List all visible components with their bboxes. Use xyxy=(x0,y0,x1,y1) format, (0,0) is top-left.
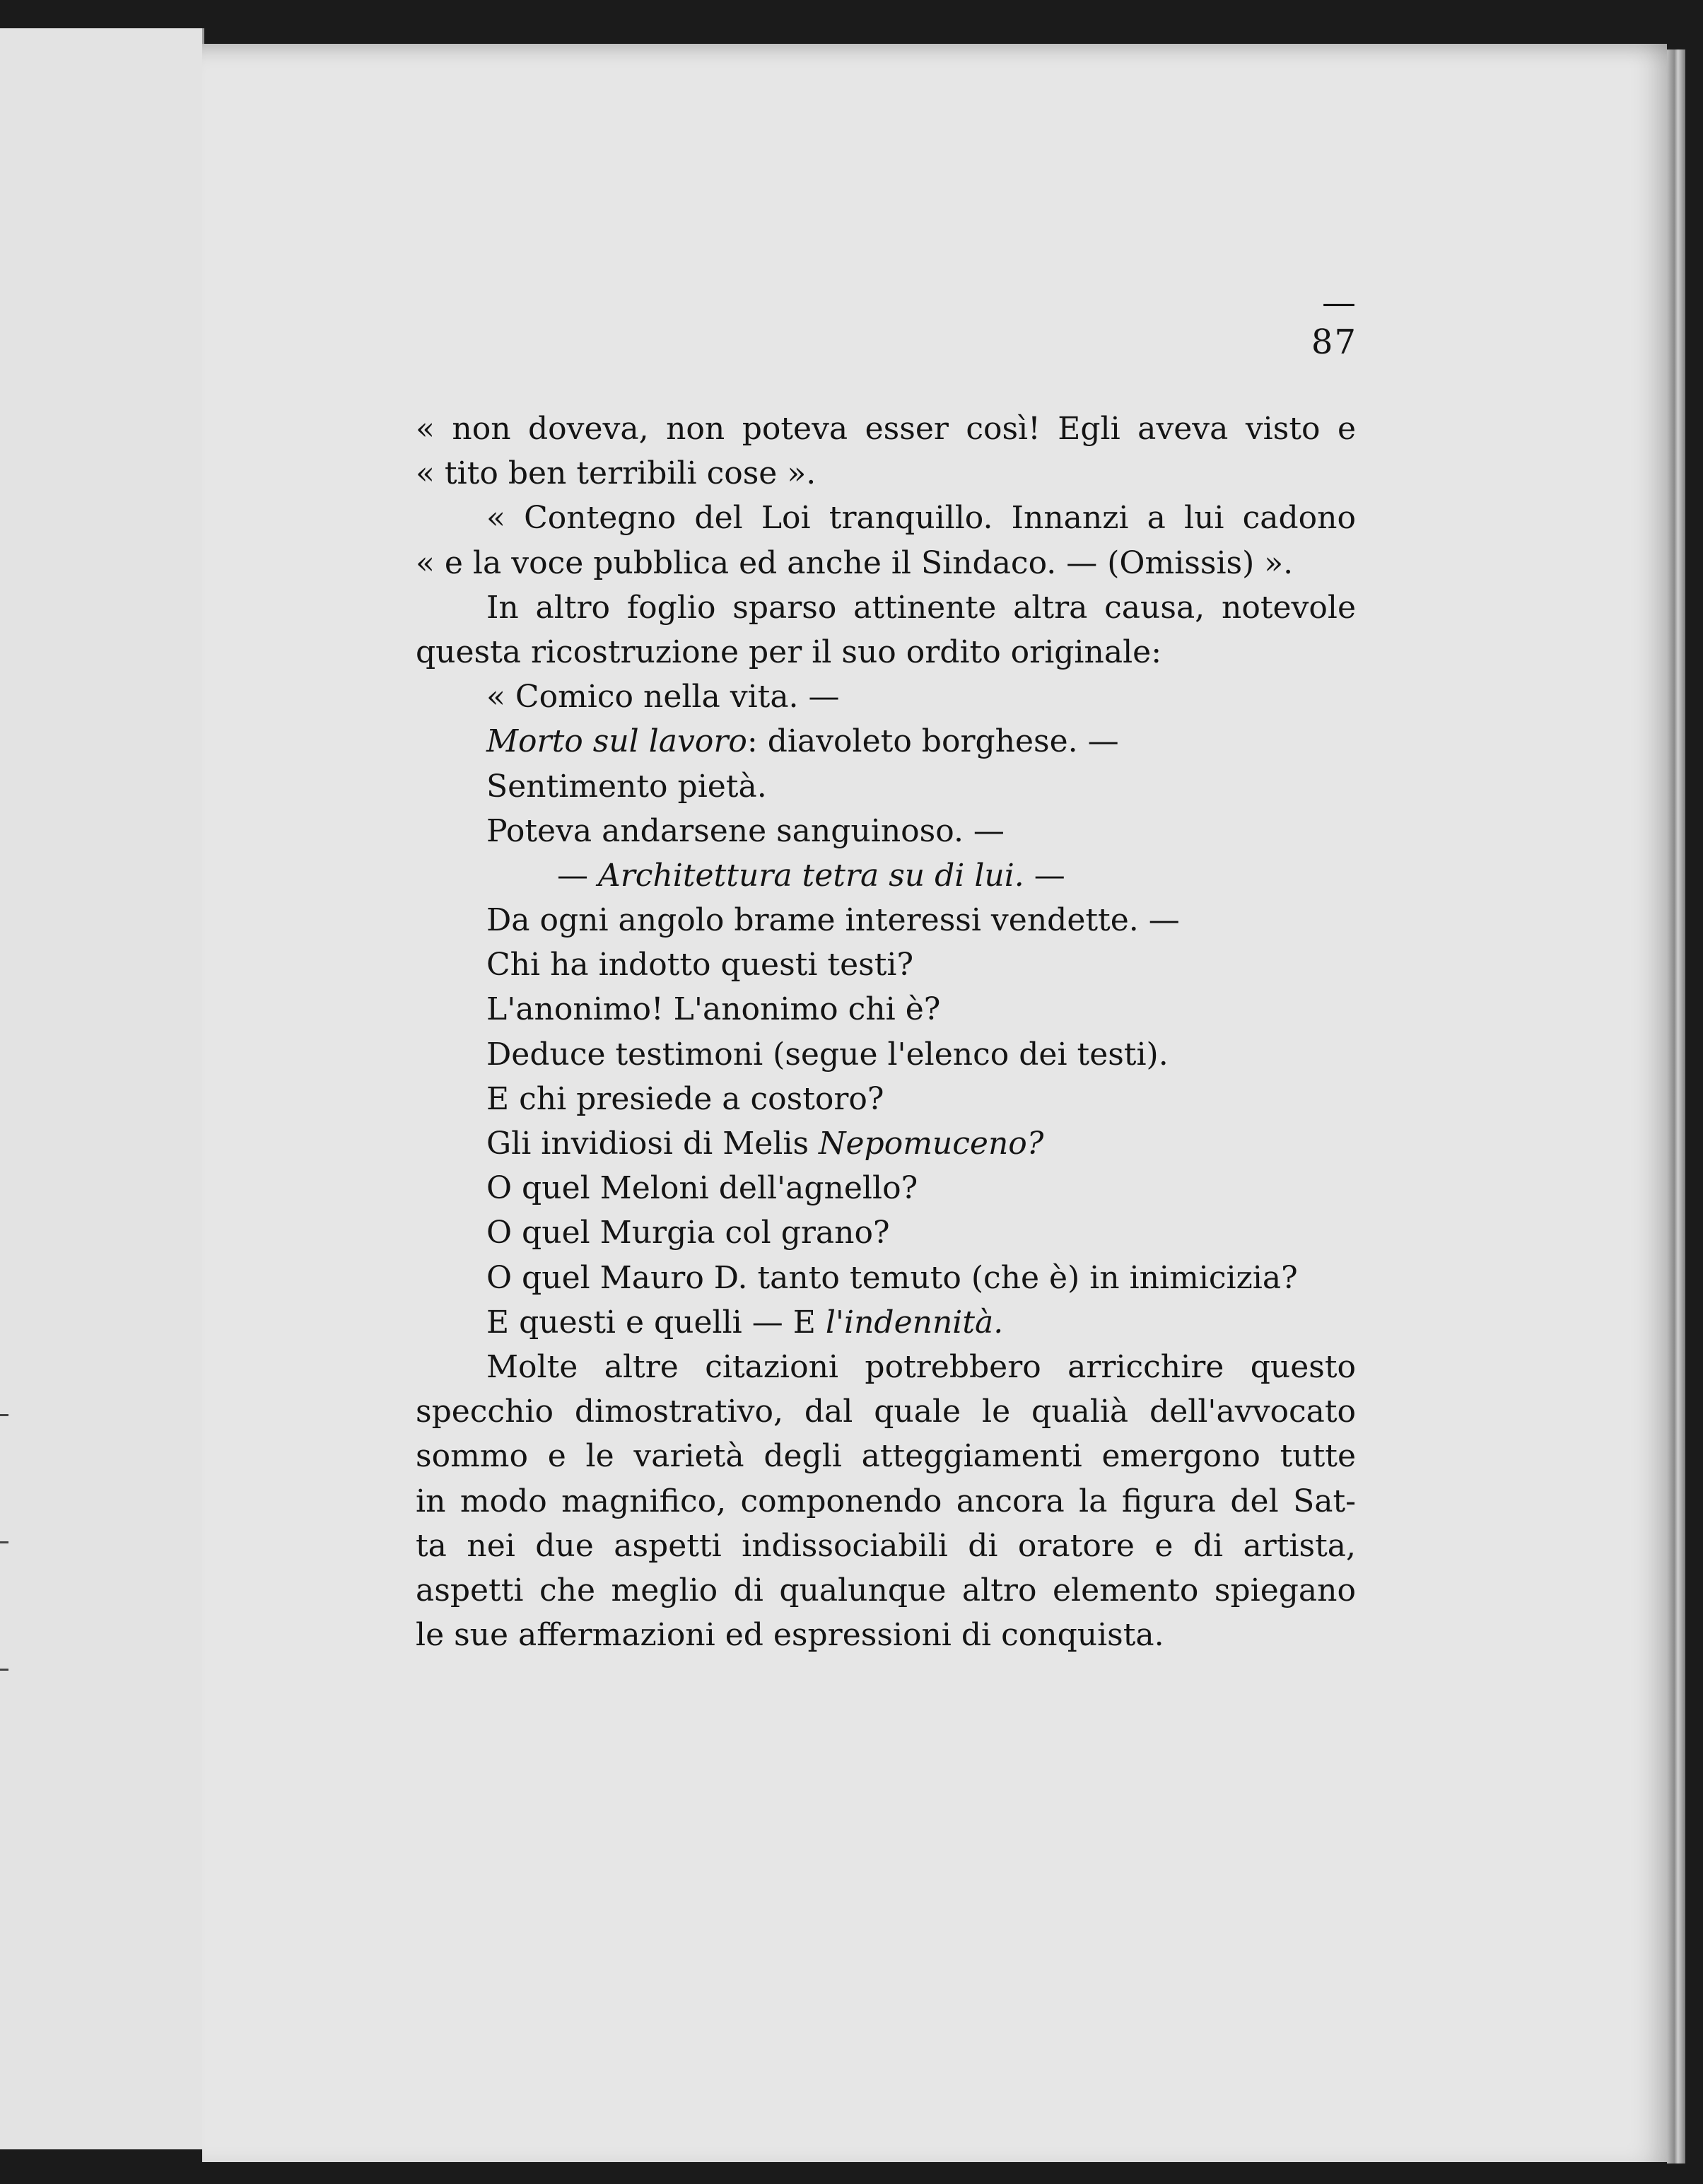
text-line: specchio dimostrativo, dal quale le qualià dell'avvocato xyxy=(416,1394,1356,1430)
text-line: « e la voce pubblica ed anche il Sindaco. — (Omissis) ». xyxy=(416,544,1294,581)
text-line: ta nei due aspetti indissociabili di oratore e di artista, xyxy=(416,1527,1356,1564)
text-span: E questi e quelli — E xyxy=(486,1304,826,1341)
italic-text: Morto sul lavoro xyxy=(486,723,747,760)
text-line: O quel Murgia col grano? xyxy=(486,1215,890,1251)
page-mark xyxy=(0,1414,8,1416)
facing-page-edge xyxy=(0,28,204,2149)
text-line: O quel Meloni dell'agnello? xyxy=(486,1170,918,1207)
text-line: Chi ha indotto questi testi? xyxy=(486,947,914,983)
text-line: « tito ben terribili cose ». xyxy=(416,455,817,492)
text-line: « Comico nella vita. — xyxy=(486,679,840,716)
text-line: in modo magnifico, componendo ancora la figura del Sat- xyxy=(416,1483,1356,1519)
text-line: Deduce testimoni (segue l'elenco dei testi). xyxy=(486,1036,1169,1073)
page-text xyxy=(416,407,1356,1657)
text-line: aspetti che meglio di qualunque altro elemento spiegano xyxy=(416,1572,1356,1608)
text-line: le sue affermazioni ed espressioni di conquista. xyxy=(416,1617,1164,1654)
page-stack-edge xyxy=(1667,49,1685,2163)
text-line: Molte altre citazioni potrebbero arricchire questo xyxy=(486,1348,1356,1385)
text-line: In altro foglio sparso attinente altra causa, notevole xyxy=(486,589,1356,626)
text-line: Da ogni angolo brame interessi vendette. — xyxy=(486,902,1180,939)
italic-text: Nepomuceno? xyxy=(819,1126,1044,1162)
text-line xyxy=(416,719,1356,764)
text-line xyxy=(416,1300,1356,1345)
text-line xyxy=(416,1121,1356,1166)
text-line: sommo e le varietà degli atteggiamenti emergono tutte xyxy=(416,1438,1356,1475)
page-number: — 87 xyxy=(1311,283,1357,362)
text-line: Poteva andarsene sanguinoso. — xyxy=(486,812,1005,849)
text-line: « non doveva, non poteva esser così! Egli aveva visto e xyxy=(416,411,1356,447)
page-mark xyxy=(0,1669,8,1671)
page-mark xyxy=(0,1541,8,1543)
text-line: O quel Mauro D. tanto temuto (che è) in inimicizia? xyxy=(486,1259,1298,1296)
text-span: — xyxy=(557,857,598,894)
text-span: : diavoleto borghese. — xyxy=(747,723,1119,760)
text-line xyxy=(416,853,1356,898)
italic-text: l'indennità. xyxy=(825,1304,1004,1341)
italic-text: Architettura tetra su di lui. xyxy=(598,857,1024,894)
text-span: — xyxy=(1024,857,1065,894)
text-span: Gli invidiosi di Melis xyxy=(486,1126,819,1162)
text-line: L'anonimo! L'anonimo chi è? xyxy=(486,991,941,1028)
text-line: E chi presiede a costoro? xyxy=(486,1080,884,1117)
text-line: questa ricostruzione per il suo ordito originale: xyxy=(416,633,1162,670)
text-line: « Contegno del Loi tranquillo. Innanzi a lui cadono xyxy=(486,500,1356,537)
text-line: Sentimento pietà. xyxy=(486,768,767,805)
